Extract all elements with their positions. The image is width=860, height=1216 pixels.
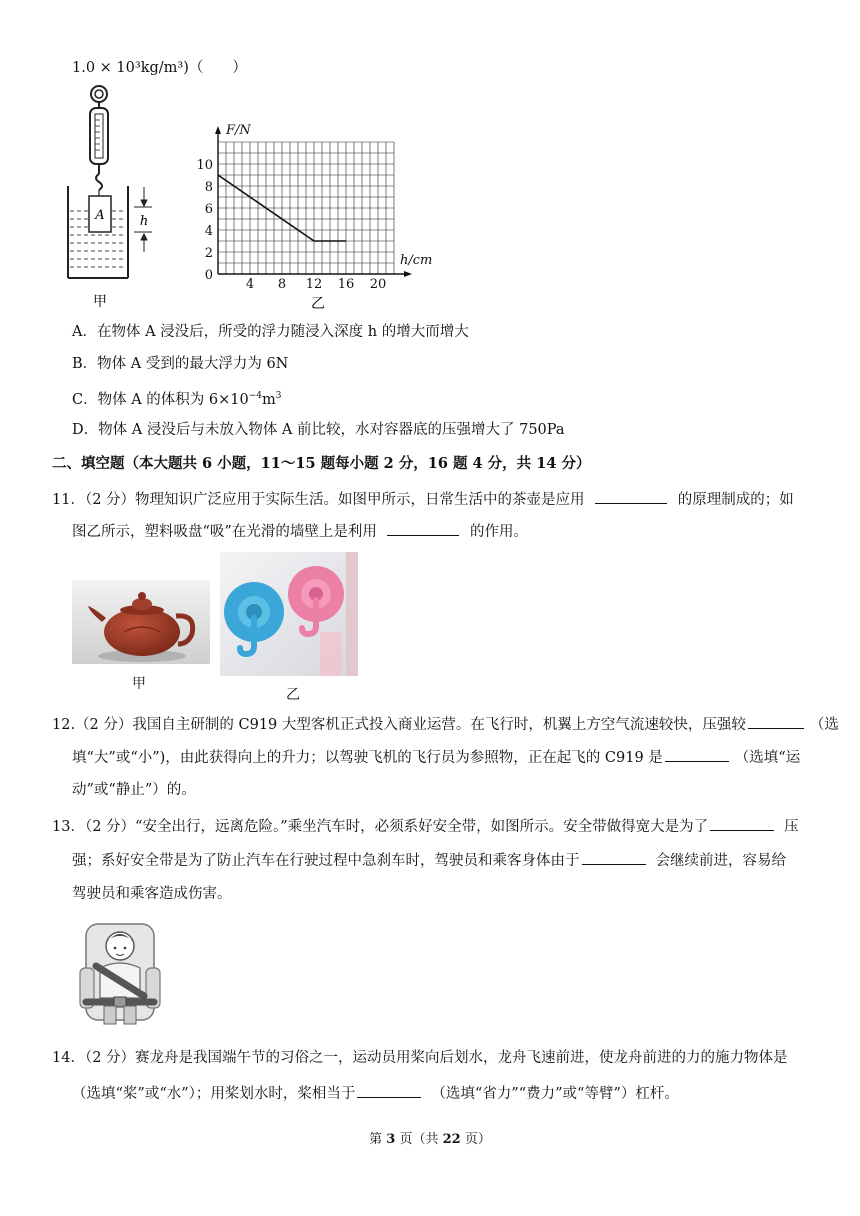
q11-line1: 11．（2 分）物理知识广泛应用于实际生活。如图甲所示，日常生活中的茶壶是应用 的原理制成的；如: [52, 489, 794, 510]
q14-blank-2[interactable]: [357, 1083, 421, 1098]
seatbelt-image: [72, 918, 168, 1028]
q12-line1: 12.（2 分）我国自主研制的 C919 大型客机正式投入商业运营。在飞行时，机翼上方空气流速较快，压强较 （选: [52, 714, 839, 735]
h-label: h: [139, 214, 149, 229]
teapot-image: [72, 580, 210, 664]
q11-blank-1[interactable]: [595, 489, 667, 504]
option-a: A．在物体 A 浸没后，所受的浮力随浸入深度 h 的增大而增大: [72, 324, 469, 340]
q13-blank-1[interactable]: [710, 816, 774, 831]
q12-line3: 动”或“静止”）的。: [72, 782, 196, 798]
option-b: B．物体 A 受到的最大浮力为 6N: [72, 356, 289, 372]
x-tick-label: 4: [245, 277, 255, 292]
y-axis-label: F/N: [226, 123, 251, 138]
y-tick-label: 2: [204, 246, 213, 261]
suction-cup-label: 乙: [286, 687, 300, 703]
y-tick-label: 0: [204, 268, 213, 283]
y-tick-label: 6: [204, 202, 213, 217]
y-tick-label: 4: [204, 224, 213, 239]
force-depth-chart: [190, 118, 450, 318]
top-line: 1.0 × 10³kg/m³)（ ）: [72, 60, 247, 76]
x-tick-label: 20: [369, 277, 387, 292]
suction-cup-image: [220, 552, 358, 676]
q13-line3: 驾驶员和乘客造成伤害。: [72, 886, 232, 902]
q13-line2: 强；系好安全带是为了防止汽车在行驶过程中急刹车时，驾驶员和乘客身体由于 会继续前进，容易给: [72, 850, 786, 871]
page-footer: 第 3 页（共 22 页）: [369, 1132, 491, 1147]
option-c: C．物体 A 的体积为 $6\times 10^{-4}m^3$: [72, 391, 282, 408]
page-total: 22: [442, 1132, 461, 1147]
chart-axes: [215, 126, 412, 277]
x-tick-label: 16: [337, 277, 355, 292]
y-axis-arrow: [215, 126, 221, 134]
q11-line2: 图乙所示，塑料吸盘“吸”在光滑的墙壁上是利用 的作用。: [72, 521, 528, 542]
y-tick-label: 8: [204, 180, 213, 195]
x-tick-label: 12: [305, 277, 323, 292]
object-a-label: A: [95, 208, 105, 223]
q13-line1: 13．（2 分）“安全出行，远离危险。”乘坐汽车时，必须系好安全带，如图所示。安全带做得宽大是为了 压: [52, 816, 799, 837]
q14-line1: 14．（2 分）赛龙舟是我国端午节的习俗之一，运动员用桨向后划水，龙舟飞速前进，使龙舟前进的力的施力物体是: [52, 1050, 788, 1066]
q12-blank-2[interactable]: [665, 747, 729, 762]
figure-yi-label: 乙: [311, 296, 325, 312]
spring-scale-figure: [60, 82, 170, 312]
x-axis-arrow: [404, 271, 412, 277]
q12-line2: 填“大”或“小”)，由此获得向上的升力；以驾驶飞机的飞行员为参照物，正在起飞的 C919 是 （选填“运: [72, 747, 800, 768]
page-number: 3: [386, 1132, 396, 1147]
q14-line2: （选填“桨”或“水”）；用桨划水时，桨相当于 （选填“省力”“费力”或“等臂”）杠杆。: [72, 1083, 679, 1104]
section-heading: 二、填空题（本大题共 6 小题，11～15 题每小题 2 分，16 题 4 分，共 14 分）: [52, 455, 591, 472]
q12-blank-1[interactable]: [748, 714, 804, 729]
option-d: D．物体 A 浸没后与未放入物体 A 前比较，水对容器底的压强增大了 750Pa: [72, 422, 565, 438]
x-tick-label: 8: [277, 277, 287, 292]
x-axis-label: h/cm: [400, 253, 433, 268]
q11-blank-2[interactable]: [387, 521, 459, 536]
teapot-label: 甲: [132, 676, 146, 692]
y-tick-label: 10: [196, 158, 213, 173]
q13-blank-2[interactable]: [582, 850, 646, 865]
chart-grid: [218, 142, 394, 274]
figure-jia-label: 甲: [93, 294, 107, 310]
